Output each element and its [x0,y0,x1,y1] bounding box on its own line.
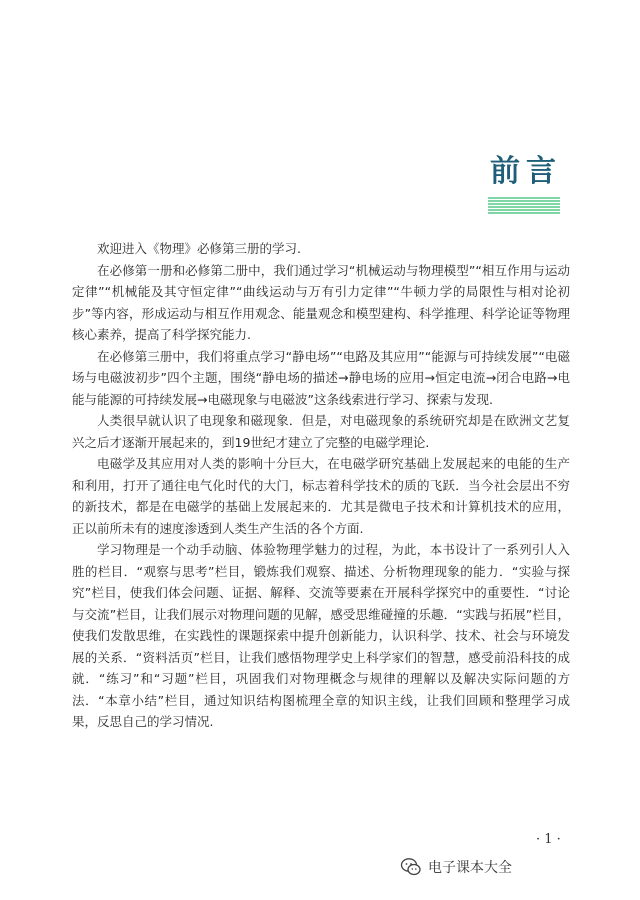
paragraph-previous-books: 在必修第一册和必修第二册中，我们通过学习“机械运动与物理模型”“相互作用与运动定律”“机械能及其守恒定律”“曲线运动与万有引力定律”“牛顿力学的局限性与相对论初步”等内容，形成运动与相互作用观念、能量观念和模型建构、科学推理、科学论证等物理核心素养，提高了科学探究能力. [72,262,570,342]
title-block [490,152,562,192]
watermark-text: 电子课本大全 [428,860,512,876]
wechat-icon [400,856,422,878]
title-decoration-bar [488,196,560,214]
paragraph-history: 人类很早就认识了电现象和磁现象．但是，对电磁现象的系统研究却是在欧洲文艺复兴之后才逐渐开展起来的，到19世纪才建立了完整的电磁学理论. [72,413,570,450]
paragraph-impact: 电磁学及其应用对人类的影响十分巨大，在电磁学研究基础上发展起来的电能的生产和利用，打开了通往电气化时代的大门，标志着科学技术的质的飞跃．当今社会层出不穷的新技术，都是在电磁学的基础上发展起来的．尤其是微电子技术和计算机技术的应用，正以前所未有的速度渗透到人类生产生活的各个方面. [72,456,570,536]
page-number: · 1 · [536,832,561,847]
paragraph-columns: 学习物理是一个动手动脑、体验物理学魅力的过程，为此，本书设计了一系列引人入胜的栏目．“观察与思考”栏目，锻炼我们观察、描述、分析物理现象的能力．“实验与探究”栏目，使我们体会问题、证据、解释、交流等要素在开展科学探究中的重要性．“讨论与交流”栏目，让我们展示对物理问题的见解，感受思维碰撞的乐趣．“实践与拓展”栏目，使我们发散思维，在实践性的课题探索中提升创新能力，认识科学、技术、社会与环境发展的关系．“资料活页”栏目，让我们感悟物理学史上科学家们的智慧，感受前沿科技的成就．“练习”和“习题”栏目，巩固我们对物理概念与规律的理解以及解决实际问题的方法．“本章小结”栏目，通过知识结构图梳理全章的知识主线，让我们回顾和整理学习成果，反思自己的学习情况. [72,542,570,729]
paragraph-this-book-topics: 在必修第三册中，我们将重点学习“静电场”“电路及其应用”“能源与可持续发展”“电磁场与电磁波初步”四个主题，围绕“静电场的描述→静电场的应用→恒定电流→闭合电路→电能与能源的可持续发展→电磁现象与电磁波”这条线索进行学习、探索与发现. [72,348,570,407]
page-title: 前言 [490,154,562,189]
paragraph-welcome: 欢迎进入《物理》必修第三册的学习. [97,241,301,256]
preface-body [72,238,570,733]
watermark [400,856,512,878]
